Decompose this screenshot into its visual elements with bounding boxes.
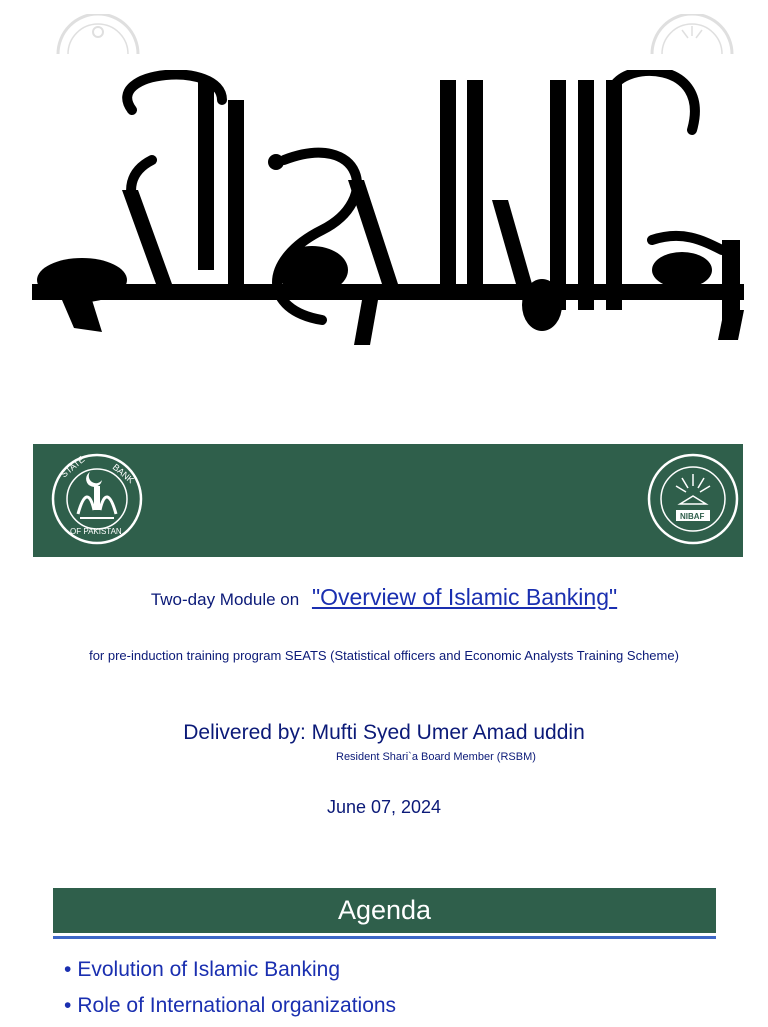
nibaf-seal-logo	[646, 452, 740, 546]
bullet-icon: •	[64, 994, 72, 1017]
module-title-link[interactable]: "Overview of Islamic Banking"	[311, 584, 618, 610]
presenter-name: Delivered by: Mufti Syed Umer Amad uddin	[183, 721, 585, 744]
presentation-date: June 07, 2024	[326, 797, 442, 817]
agenda-item-label: Evolution of Islamic Banking	[77, 958, 340, 981]
svg-text:BANK: BANK	[110, 461, 136, 486]
state-bank-seal-logo	[50, 452, 144, 546]
agenda-heading: Agenda	[53, 888, 716, 933]
bismillah-calligraphy-image	[22, 70, 746, 360]
agenda-list	[64, 955, 396, 1027]
program-description: for pre-induction training program SEATS (Statistical officers and Economic Analysts Training Scheme)	[89, 648, 679, 663]
list-item	[64, 991, 396, 1027]
list-item	[64, 955, 396, 991]
svg-text:OF PAKISTAN: OF PAKISTAN	[70, 527, 122, 536]
nibaf-watermark-logo	[648, 14, 736, 54]
module-heading	[0, 584, 768, 611]
agenda-divider	[53, 936, 716, 939]
svg-text:STATE: STATE	[58, 454, 87, 480]
presenter-role: Resident Shari`a Board Member (RSBM)	[336, 751, 536, 763]
bullet-icon: •	[64, 958, 72, 981]
svg-text:NIBAF: NIBAF	[680, 512, 705, 521]
agenda-item-label: Role of International organizations	[77, 994, 397, 1017]
module-prefix: Two-day Module on	[150, 590, 300, 609]
sbp-watermark-logo	[52, 14, 144, 54]
